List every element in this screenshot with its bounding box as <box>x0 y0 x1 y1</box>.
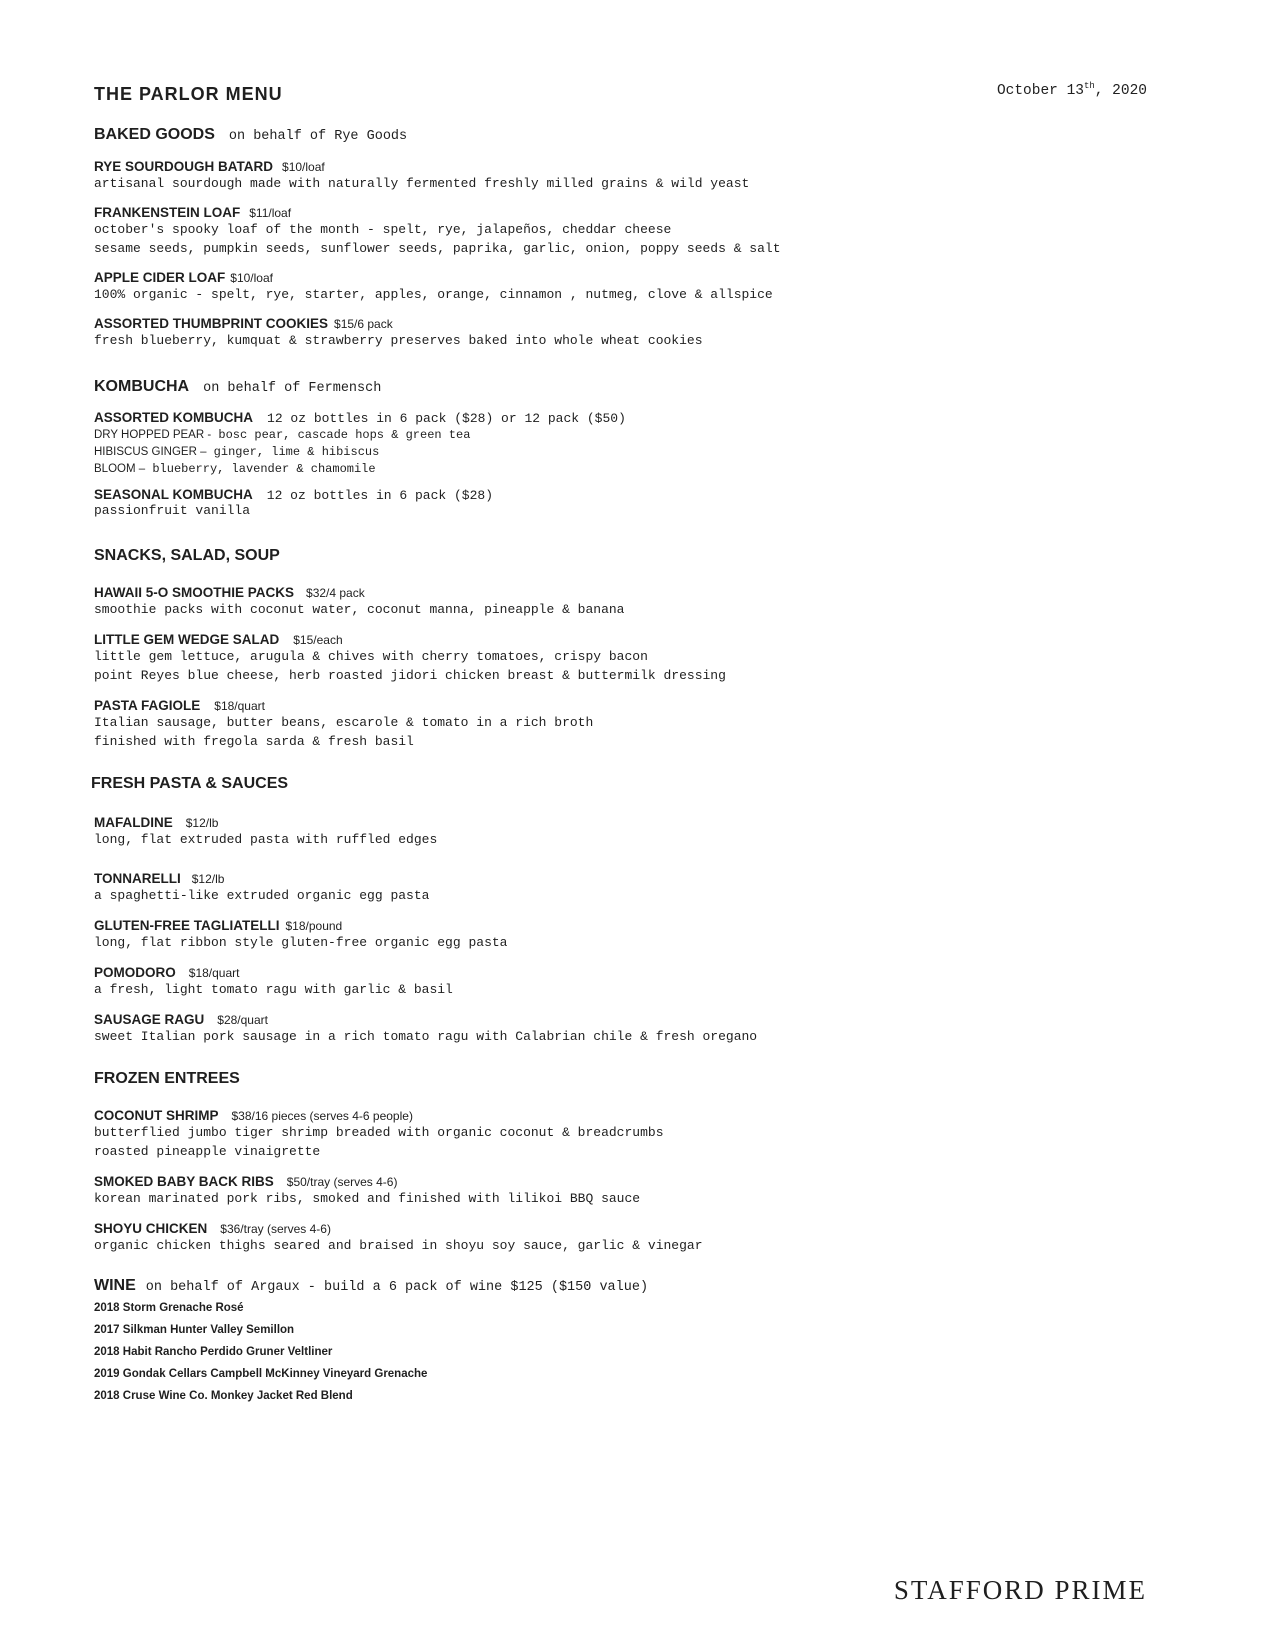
page-title: THE PARLOR MENU <box>94 84 283 104</box>
flavor-name: BLOOM – <box>94 463 146 475</box>
item-price: $18/quart <box>214 699 265 713</box>
menu-item <box>94 585 1174 619</box>
list-item: 2018 Habit Rancho Perdido Gruner Veltliner <box>94 1346 333 1358</box>
item-name: PASTA FAGIOLE <box>94 698 201 713</box>
item-name: ASSORTED KOMBUCHA <box>94 410 254 425</box>
item-name: TONNARELLI <box>94 871 181 886</box>
item-name: FRANKENSTEIN LOAF <box>94 205 241 220</box>
menu-item <box>94 159 1174 193</box>
item-description: sesame seeds, pumpkin seeds, sunflower seeds, paprika, garlic, onion, poppy seeds & salt <box>94 241 781 256</box>
menu-item <box>94 815 1174 849</box>
menu-item <box>94 316 1174 350</box>
menu-item <box>94 698 1174 751</box>
item-price: $38/16 pieces (serves 4-6 people) <box>231 1109 413 1123</box>
menu-item <box>94 1221 1174 1255</box>
date-prefix: October 13 <box>996 82 1084 99</box>
item-name: MAFALDINE <box>94 815 173 830</box>
item-name: COCONUT SHRIMP <box>94 1108 219 1123</box>
list-item: 2017 Silkman Hunter Valley Semillon <box>94 1324 295 1336</box>
item-name: POMODORO <box>94 965 176 980</box>
item-description: little gem lettuce, arugula & chives with cherry tomatoes, crispy bacon <box>94 649 648 664</box>
item-description: october's spooky loaf of the month - spelt, rye, jalapeños, cheddar cheese <box>94 222 672 237</box>
item-price: $11/loaf <box>249 206 292 220</box>
menu-item <box>94 1174 1174 1208</box>
section-subtitle: on behalf of Rye Goods <box>228 129 408 144</box>
item-description: butterflied jumbo tiger shrimp breaded with organic coconut & breadcrumbs <box>94 1125 664 1140</box>
item-detail: 12 oz bottles in 6 pack ($28) <box>266 488 494 503</box>
item-description: long, flat extruded pasta with ruffled edges <box>94 832 438 847</box>
flavor-desc: bosc pear, cascade hops & green tea <box>211 428 471 442</box>
item-price: $15/each <box>293 633 343 647</box>
menu-item <box>94 1108 1174 1161</box>
list-item: 2019 Gondak Cellars Campbell McKinney Vineyard Grenache <box>94 1368 428 1380</box>
item-description: 100% organic - spelt, rye, starter, apples, orange, cinnamon , nutmeg, clove & allspice <box>94 287 773 302</box>
item-name: SHOYU CHICKEN <box>94 1221 208 1236</box>
menu-date <box>997 81 1147 99</box>
section-wine-heading <box>94 1277 1174 1295</box>
section-frozen-heading <box>94 1070 1174 1088</box>
item-name: ASSORTED THUMBPRINT COOKIES <box>94 316 329 331</box>
item-name: HAWAII 5-O SMOOTHIE PACKS <box>94 585 295 600</box>
flavor-line <box>94 443 1174 460</box>
item-price: $15/6 pack <box>334 317 393 331</box>
section-title: KOMBUCHA <box>94 378 190 395</box>
item-description: Italian sausage, butter beans, escarole & tomato in a rich broth <box>94 715 594 730</box>
section-subtitle: on behalf of Fermensch <box>203 381 382 396</box>
item-description: passionfruit vanilla <box>94 503 251 518</box>
flavor-line <box>94 460 1174 477</box>
flavor-line <box>94 426 1174 443</box>
item-price: $18/pound <box>285 919 343 933</box>
section-title: SNACKS, SALAD, SOUP <box>94 547 280 564</box>
section-pasta-heading <box>91 775 1174 793</box>
item-name: APPLE CIDER LOAF <box>94 270 226 285</box>
flavor-desc: blueberry, lavender & chamomile <box>145 462 376 476</box>
section-title: BAKED GOODS <box>94 126 215 143</box>
menu-item <box>94 965 1174 999</box>
item-description: a spaghetti-like extruded organic egg pasta <box>94 888 430 903</box>
item-price: $12/lb <box>185 816 219 830</box>
item-name: SEASONAL KOMBUCHA <box>94 487 253 502</box>
item-description: korean marinated pork ribs, smoked and finished with lilikoi BBQ sauce <box>94 1191 641 1206</box>
item-description: point Reyes blue cheese, herb roasted jidori chicken breast & buttermilk dressing <box>94 668 726 683</box>
section-baked-goods-heading <box>94 126 1174 144</box>
flavor-desc: ginger, lime & hibiscus <box>206 445 380 459</box>
menu-item <box>94 205 1174 258</box>
item-description: fresh blueberry, kumquat & strawberry preserves baked into whole wheat cookies <box>94 333 703 348</box>
item-name: RYE SOURDOUGH BATARD <box>94 159 274 174</box>
item-price: $28/quart <box>217 1013 268 1027</box>
item-description: roasted pineapple vinaigrette <box>94 1144 321 1159</box>
list-item: 2018 Cruse Wine Co. Monkey Jacket Red Blend <box>94 1390 353 1402</box>
menu-item <box>94 1012 1174 1046</box>
item-name: SMOKED BABY BACK RIBS <box>94 1174 274 1189</box>
item-price: $10/loaf <box>282 160 325 174</box>
item-description: a fresh, light tomato ragu with garlic & basil <box>94 982 453 997</box>
menu-content <box>91 126 1174 1407</box>
flavor-name: DRY HOPPED PEAR - <box>94 429 212 441</box>
menu-item <box>94 918 1174 952</box>
item-description: smoothie packs with coconut water, coconut manna, pineapple & banana <box>94 602 625 617</box>
item-price: $10/loaf <box>230 271 273 285</box>
menu-item <box>94 410 1174 477</box>
item-price: $18/quart <box>188 966 240 980</box>
menu-item <box>94 632 1174 685</box>
item-description: long, flat ribbon style gluten-free organic egg pasta <box>94 935 508 950</box>
item-price: $36/tray (serves 4-6) <box>220 1222 331 1236</box>
item-detail: 12 oz bottles in 6 pack ($28) or 12 pack ($50) <box>267 411 626 426</box>
section-title: FROZEN ENTREES <box>94 1070 240 1087</box>
wine-list <box>94 1297 1174 1407</box>
item-name: GLUTEN-FREE TAGLIATELLI <box>94 918 280 933</box>
item-description: finished with fregola sarda & fresh basil <box>94 734 414 749</box>
menu-item <box>94 871 1174 905</box>
section-title: FRESH PASTA & SAUCES <box>91 775 289 792</box>
section-snacks-heading <box>94 547 1174 565</box>
menu-item <box>94 270 1174 304</box>
item-name: LITTLE GEM WEDGE SALAD <box>94 632 280 647</box>
flavor-name: HIBISCUS GINGER – <box>94 446 207 458</box>
item-name: SAUSAGE RAGU <box>94 1012 205 1027</box>
menu-item <box>94 487 1174 519</box>
section-subtitle: on behalf of Argaux - build a 6 pack of wine $125 ($150 value) <box>145 1280 649 1295</box>
list-item: 2018 Storm Grenache Rosé <box>94 1302 244 1314</box>
date-suffix: , 2020 <box>1094 82 1147 99</box>
item-description: artisanal sourdough made with naturally fermented freshly milled grains & wild yeast <box>94 176 750 191</box>
section-title: WINE <box>94 1277 136 1294</box>
item-price: $32/4 pack <box>306 586 365 600</box>
item-description: organic chicken thighs seared and braised in shoyu soy sauce, garlic & vinegar <box>94 1238 703 1253</box>
item-description: sweet Italian pork sausage in a rich tomato ragu with Calabrian chile & fresh oregano <box>94 1029 758 1044</box>
brand-logo: STAFFORD PRIME <box>893 1575 1147 1605</box>
item-price: $50/tray (serves 4-6) <box>286 1175 398 1189</box>
section-kombucha-heading <box>94 378 1174 396</box>
item-price: $12/lb <box>191 872 225 886</box>
date-ordinal: th <box>1083 81 1095 91</box>
